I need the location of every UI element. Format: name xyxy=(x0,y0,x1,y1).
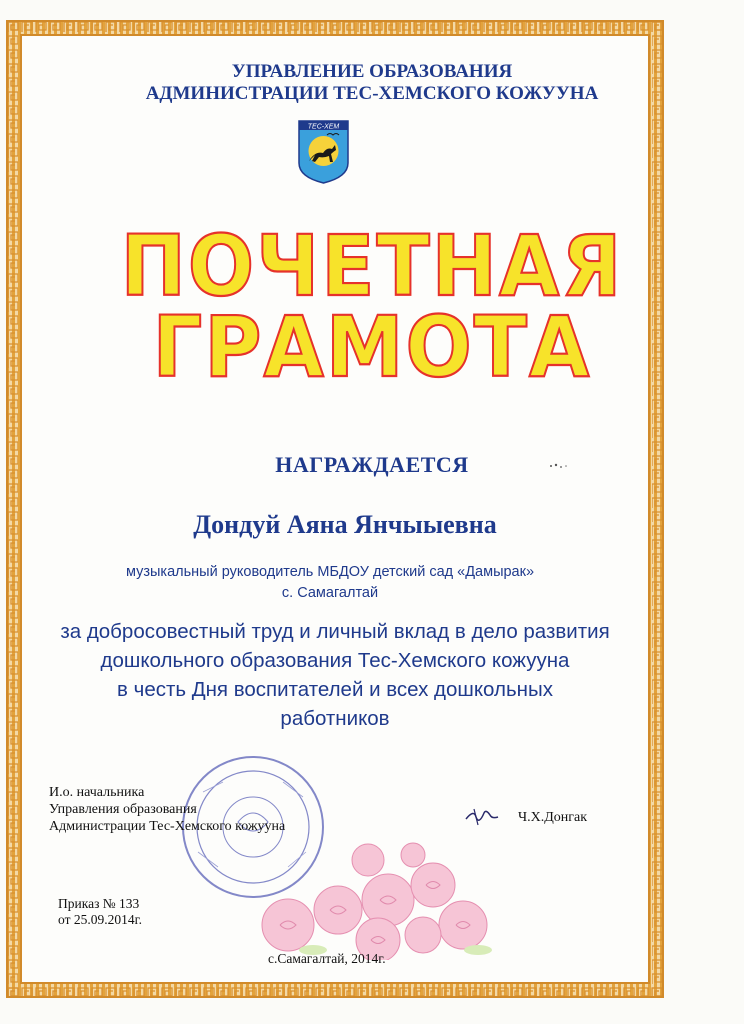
reason-line-1: за добросовестный труд и личный вклад в дело развития xyxy=(60,620,610,643)
title-line-2: ГРАМОТА xyxy=(152,299,592,397)
order-info xyxy=(58,896,142,928)
order-number: Приказ № 133 xyxy=(58,896,140,911)
roses-decoration xyxy=(228,840,508,960)
signature-role-line-1: И.о. начальника xyxy=(49,785,145,800)
recipient-position: музыкальный руководитель МБДОУ детский сад «Дамырак» xyxy=(125,564,535,580)
organization-line-1: УПРАВЛЕНИЕ ОБРАЗОВАНИЯ xyxy=(231,61,513,82)
reason-line-3: в честь Дня воспитателей и всех дошкольных xyxy=(117,678,553,701)
signature-role-line-3: Администрации Тес-Хемского кожууна xyxy=(49,819,286,834)
emblem-text: ТЕС-ХЕМ xyxy=(307,123,340,131)
horse-emblem-icon xyxy=(297,119,350,185)
signature-role-line-2: Управления образования xyxy=(49,802,197,817)
handwritten-signature xyxy=(462,805,502,829)
reason-line-2: дошкольного образования Тес-Хемского кожууна xyxy=(100,649,570,672)
recipient-name: Дондуй Аяна Янчыыевна xyxy=(193,510,497,539)
signer-name: Ч.Х.Донгак xyxy=(518,810,588,825)
reason-line-4: работников xyxy=(280,707,390,730)
title-line-1: ПОЧЕТНАЯ xyxy=(120,218,624,316)
organization-line-2: АДМИНИСТРАЦИИ ТЕС-ХЕМСКОГО КОЖУУНА xyxy=(145,83,599,104)
place-and-date: с.Самагалтай, 2014г. xyxy=(268,951,386,966)
signature-block xyxy=(49,784,285,835)
recipient-locality: с. Самагалтай xyxy=(281,585,379,601)
scan-speck xyxy=(548,462,570,470)
order-date: от 25.09.2014г. xyxy=(58,912,142,927)
awarded-label: НАГРАЖДАЕТСЯ xyxy=(275,452,469,477)
